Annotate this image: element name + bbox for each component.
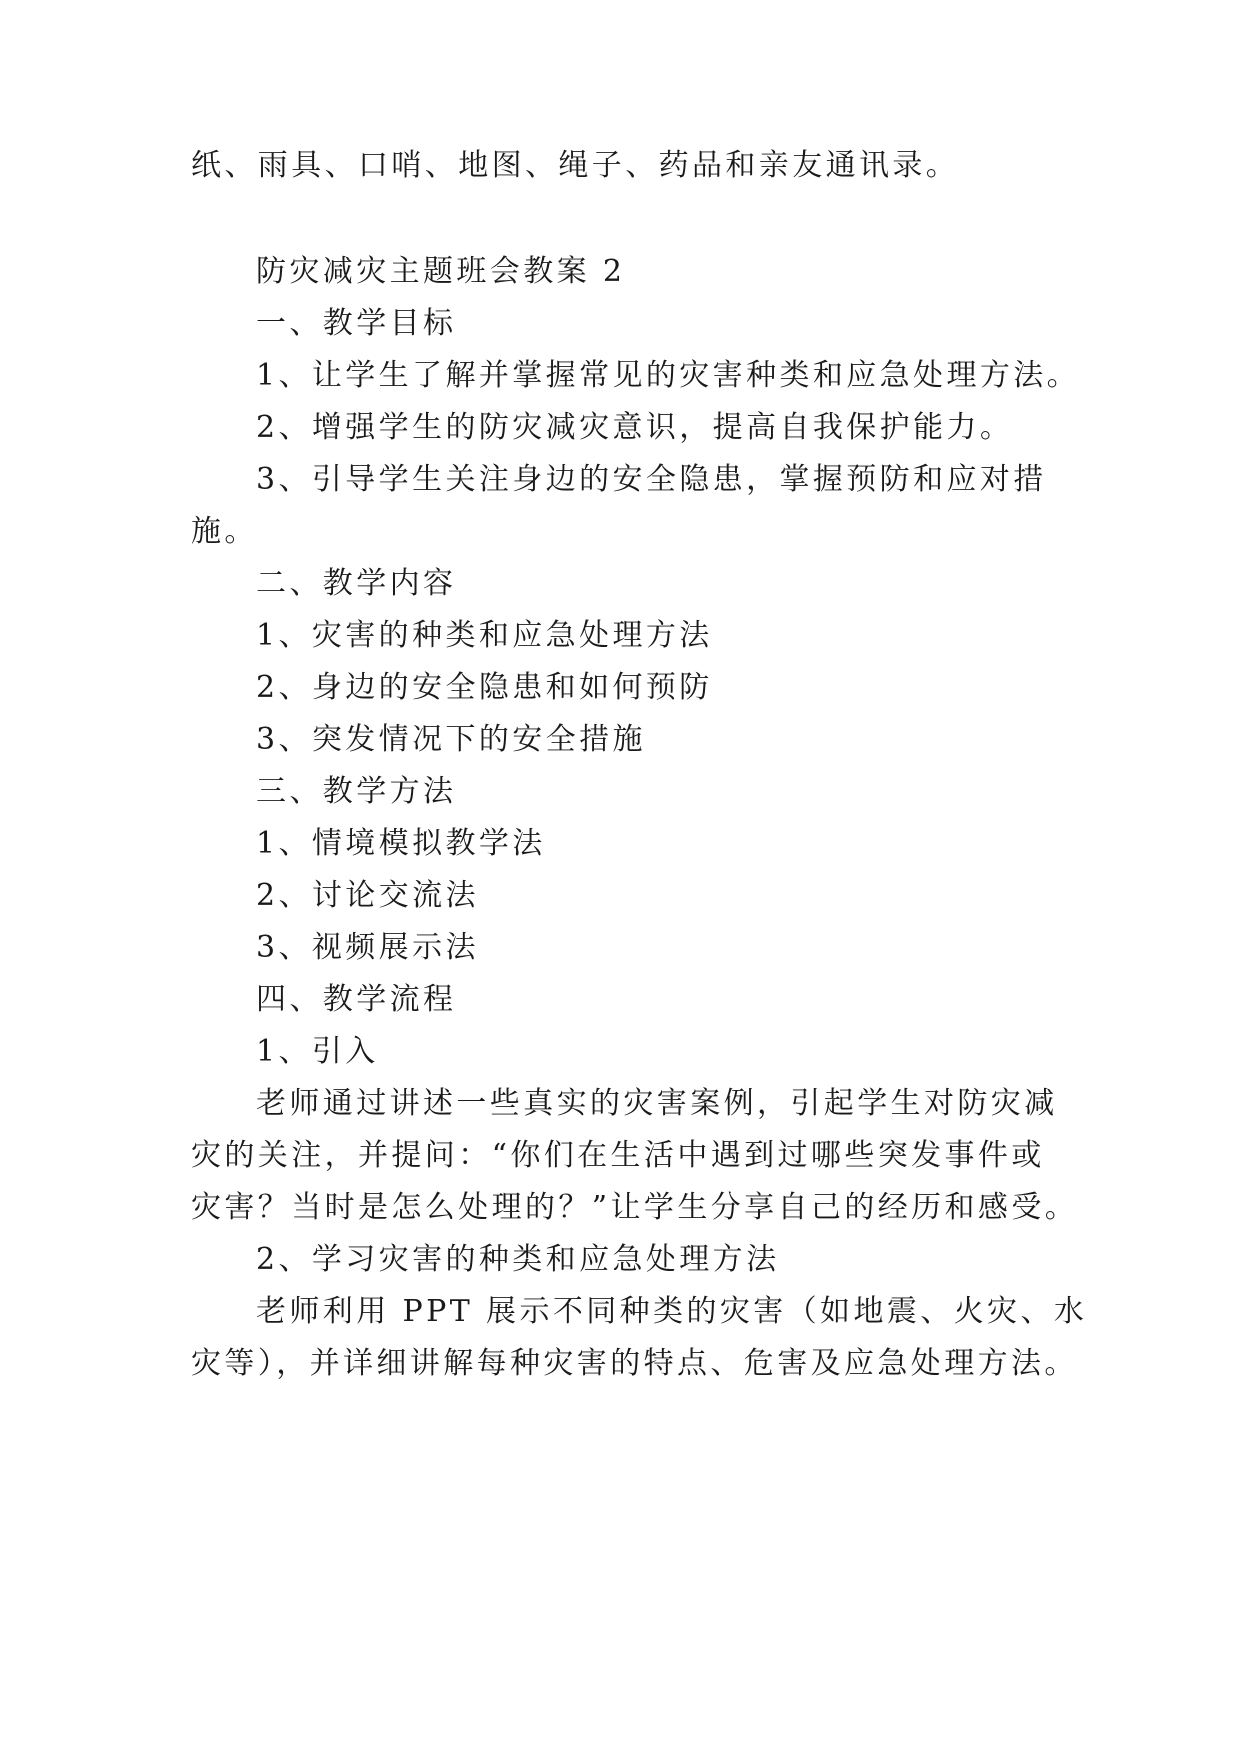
list-item: 1、情境模拟教学法 <box>256 826 546 861</box>
list-item: 2、身边的安全隐患和如何预防 <box>256 670 713 705</box>
paragraph-line: 老师利用 PPT 展示不同种类的灾害（如地震、火灾、水 <box>256 1294 1088 1329</box>
list-item: 3、视频展示法 <box>256 930 479 965</box>
text-line: 施。 <box>191 514 258 549</box>
list-item: 2、讨论交流法 <box>256 878 479 913</box>
paragraph-line: 灾的关注，并提问：“你们在生活中遇到过哪些突发事件或 <box>191 1138 1045 1173</box>
heading: 四、教学流程 <box>256 982 457 1017</box>
section-title: 防灾减灾主题班会教案 2 <box>256 254 626 289</box>
list-item: 1、灾害的种类和应急处理方法 <box>256 618 713 653</box>
text-line: 纸、雨具、口哨、地图、绳子、药品和亲友通讯录。 <box>191 148 960 183</box>
list-item: 2、增强学生的防灾减灾意识，提高自我保护能力。 <box>256 410 1014 445</box>
list-item: 3、突发情况下的安全措施 <box>256 722 646 757</box>
list-item: 3、引导学生关注身边的安全隐患，掌握预防和应对措 <box>256 462 1047 497</box>
subheading: 2、学习灾害的种类和应急处理方法 <box>256 1242 780 1277</box>
paragraph-line: 灾害？当时是怎么处理的？”让学生分享自己的经历和感受。 <box>191 1190 1079 1225</box>
subheading: 1、引入 <box>256 1034 379 1069</box>
paragraph-line: 老师通过讲述一些真实的灾害案例，引起学生对防灾减 <box>256 1086 1058 1121</box>
heading: 二、教学内容 <box>256 566 457 601</box>
paragraph-line: 灾等），并详细讲解每种灾害的特点、危害及应急处理方法。 <box>191 1346 1078 1381</box>
heading: 三、教学方法 <box>256 774 457 809</box>
heading: 一、教学目标 <box>256 306 457 341</box>
list-item: 1、让学生了解并掌握常见的灾害种类和应急处理方法。 <box>256 358 1081 393</box>
